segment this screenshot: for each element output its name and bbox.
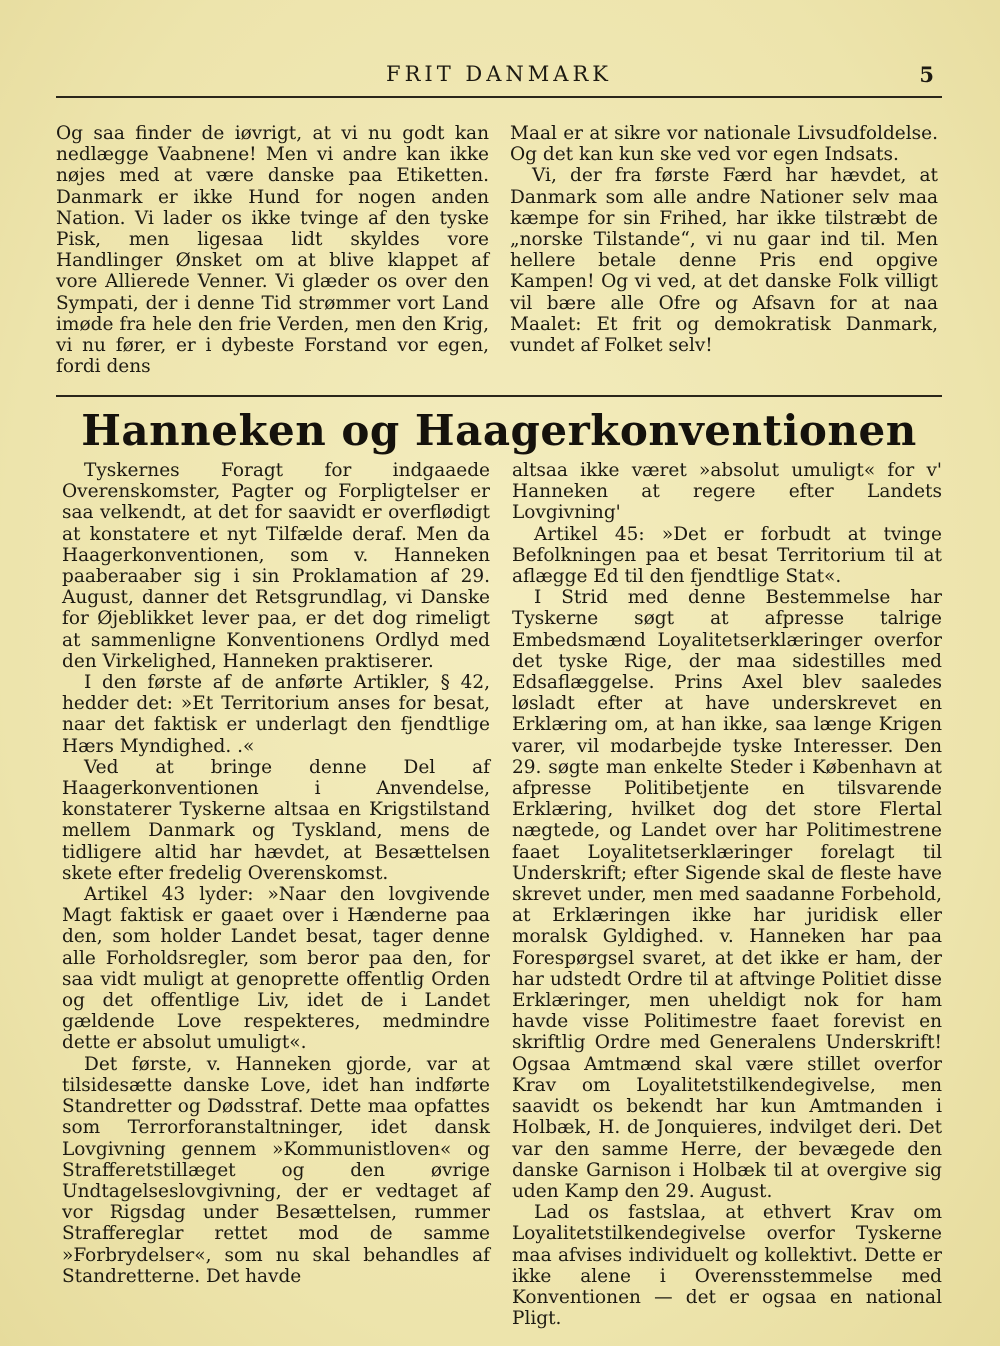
paragraph: Artikel 45: »Det er forbudt at tvinge Befolkningen paa et besat Territorium til at aflægge Ed til den fjendtlige Stat«.	[512, 523, 942, 588]
masthead: FRIT DANMARK	[386, 62, 612, 86]
running-head	[56, 62, 942, 92]
paragraph: I den første af de anførte Artikler, § 42, hedder det: »Et Territorium anses for besat, naar det faktisk er underlagt den fjendtlige Hærs Myndighed. .«	[62, 672, 490, 757]
paragraph: Maal er at sikre vor nationale Livsudfoldelse. Og det kan kun ske ved vor egen Indsats.	[510, 123, 938, 166]
section-rule	[56, 395, 942, 397]
main-article-right-column	[512, 460, 942, 1329]
paragraph: Artikel 43 lyder: »Naar den lovgivende Magt faktisk er gaaet over i Hænderne paa den, som holder Landet besat, tager denne alle Forholdsregler, som beror paa den, for saa vidt muligt at genoprette offentlig Orden og det offentlige Liv, idet de i Landet gældende Love respekteres, medmindre dette er absolut umuligt«.	[62, 884, 490, 1054]
top-article-right-column	[510, 123, 938, 356]
top-article-left-column	[56, 123, 489, 377]
main-article-left-column	[62, 460, 490, 1287]
paragraph: I Strid med denne Bestemmelse har Tyskerne søgt at afpresse talrige Embedsmænd Loyalitetserklæringer overfor det tyske Rige, der maa sidestilles med Edsaflæggelse. Prins Axel blev saaledes løsladt efter at have underskrevet en Erklæring om, at han ikke, saa længe Krigen varer, vil modarbejde tyske Interesser. Den 29. søgte man enkelte Steder i København at afpresse Politibetjente en tilsvarende Erklæring, hvilket dog det store Flertal nægtede, og Landet over har Politimestrene faaet Loyalitetserklæringer forelagt til Underskrift; efter Sigende skal de fleste have skrevet under, men med saadanne Forbehold, at Erklæringen ikke har juridisk eller moralsk Gyldighed. v. Hanneken har paa Forespørgsel svaret, at det ikke er ham, der har udstedt Ordre til at aftvinge Politiet disse Erklæringer, men uheldigt nok for ham havde visse Politimestre faaet forevist en skriftlig Ordre med Generalens Underskrift! Ogsaa Amtmænd skal være stillet overfor Krav om Loyalitetstilkendegivelse, men saavidt os bekendt har kun Amtmanden i Holbæk, H. de Jonquieres, indvilget deri. Det var den samme Herre, der bevægede den danske Garnison i Holbæk til at overgive sig uden Kamp den 29. August.	[512, 587, 942, 1202]
paragraph: Lad os fastslaa, at ethvert Krav om Loyalitetstilkendegivelse overfor Tyskerne maa afvises individuelt og kollektivt. Dette er ikke alene i Overensstemmelse med Konventionen — det er ogsaa en national Pligt.	[512, 1202, 942, 1330]
article-headline: Hanneken og Haagerkonventionen	[81, 406, 917, 455]
paragraph: Det første, v. Hanneken gjorde, var at tilsidesætte danske Love, idet han indførte Standretter og Dødsstraf. Dette maa opfattes som Terrorforanstaltninger, idet dansk Lovgivning gennem »Kommunistloven« og Strafferetstillæget og den øvrige Undtagelseslovgivning, der er vedtaget af vor Rigsdag under Besættelsen, rummer Straffereglar rettet mod de samme »Forbrydelser«, som nu skal behandles af Standretterne. Det havde	[62, 1053, 490, 1287]
paragraph: Tyskernes Foragt for indgaaede Overenskomster, Pagter og Forpligtelser er saa velkendt, at det for saavidt er overflødigt at konstatere et nyt Tilfælde deraf. Men da Haagerkonventionen, som v. Hanneken paaberaaber sig i sin Proklamation af 29. August, danner det Retsgrundlag, vi Danske for Øjeblikket lever paa, er det dog rimeligt at sammenligne Konventionens Ordlyd med den Virkelighed, Hanneken praktiserer.	[62, 460, 490, 672]
paragraph: altsaa ikke været »absolut umuligt« for v' Hanneken at regere efter Landets Lovgivning'	[512, 460, 942, 524]
header-rule	[56, 96, 942, 98]
page-number: 5	[919, 62, 934, 87]
paragraph: Ved at bringe denne Del af Haagerkonventionen i Anvendelse, konstaterer Tyskerne altsaa en Krigstilstand mellem Danmark og Tyskland, mens de tidligere altid har hævdet, at Besættelsen skete efter fredelig Overenskomst.	[62, 756, 490, 884]
paragraph: Og saa finder de iøvrigt, at vi nu godt kan nedlægge Vaabnene! Men vi andre kan ikke nøjes med at være danske paa Etiketten. Danmark er ikke Hund for nogen anden Nation. Vi lader os ikke tvinge af den tyske Pisk, men ligesaa lidt skyldes vore Handlinger Ønsket om at blive klappet af vore Allierede Venner. Vi glæder os over den Sympati, der i denne Tid strømmer vort Land imøde fra hele den frie Verden, men den Krig, vi nu fører, er i dybeste Forstand vor egen, fordi dens	[56, 123, 489, 378]
paragraph: Vi, der fra første Færd har hævdet, at Danmark som alle andre Nationer selv maa kæmpe for sin Frihed, har ikke tilstræbt de „norske Tilstande“, vi nu gaar ind til. Men hellere betale denne Pris end opgive Kampen! Og vi ved, at det danske Folk villigt vil bære alle Ofre og Afsavn for at naa Maalet: Et frit og demokratisk Danmark, vundet af Folket selv!	[510, 165, 938, 357]
